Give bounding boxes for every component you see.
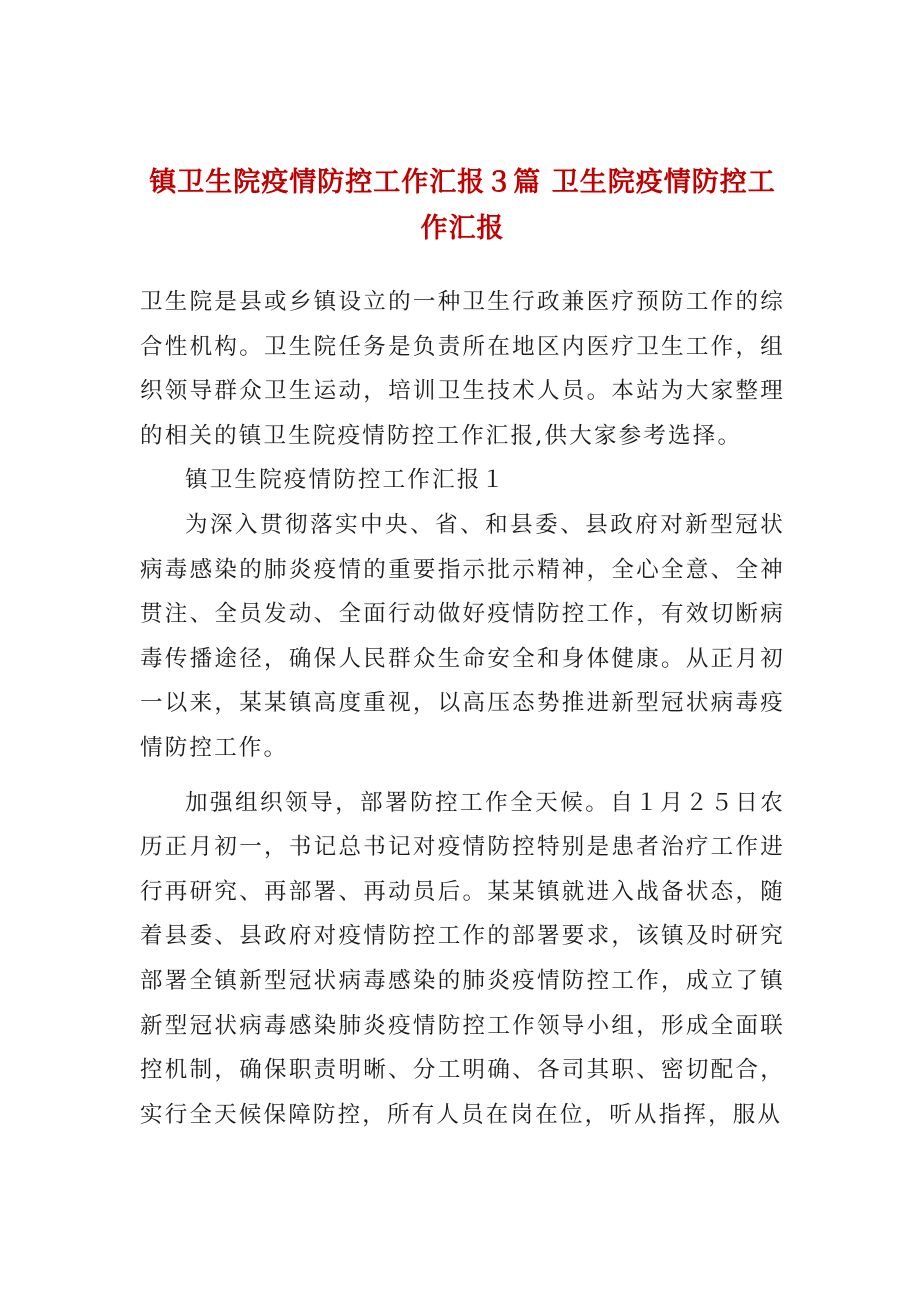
section-heading: 镇卫生院疫情防控工作汇报１ bbox=[185, 467, 507, 494]
title-line-1: 镇卫生院疫情防控工作汇报３篇 卫生院疫情防控工 bbox=[149, 167, 776, 198]
intro-paragraph: 卫生院是县或乡镇设立的一种卫生行政兼医疗预防工作的综合性机构。卫生院任务是负责所在地区内医疗卫生工作，组织领导群众卫生运动，培训卫生技术人员。本站为大家整理的相关的镇卫生院疫情防控工作汇报,供大家参考选择。 bbox=[140, 289, 785, 449]
body-paragraph: 为深入贯彻落实中央、省、和县委、县政府对新型冠状病毒感染的肺炎疫情的重要指示批示精神，全心全意、全神贯注、全员发动、全面行动做好疫情防控工作，有效切断病毒传播途径，确保人民群众生命安全和身体健康。从正月初一以来，某某镇高度重视，以高压态势推进新型冠状病毒疫情防控工作。 bbox=[140, 511, 785, 761]
body-paragraph: 加强组织领导，部署防控工作全天候。自１月２５日农历正月初一，书记总书记对疫情防控特别是患者治疗工作进行再研究、再部署、再动员后。某某镇就进入战备状态，随着县委、县政府对疫情防控工作的部署要求，该镇及时研究部署全镇新型冠状病毒感染的肺炎疫情防控工作，成立了镇新型冠状病毒感染肺炎疫情防控工作领导小组，形成全面联控机制，确保职责明晰、分工明确、各司其职、密切配合，实行全天候保障防控，所有人员在岗在位，听从指挥，服从 bbox=[140, 789, 785, 1128]
document-title bbox=[140, 160, 785, 252]
document-body bbox=[140, 280, 785, 1137]
title-line-2: 作汇报 bbox=[420, 213, 505, 244]
